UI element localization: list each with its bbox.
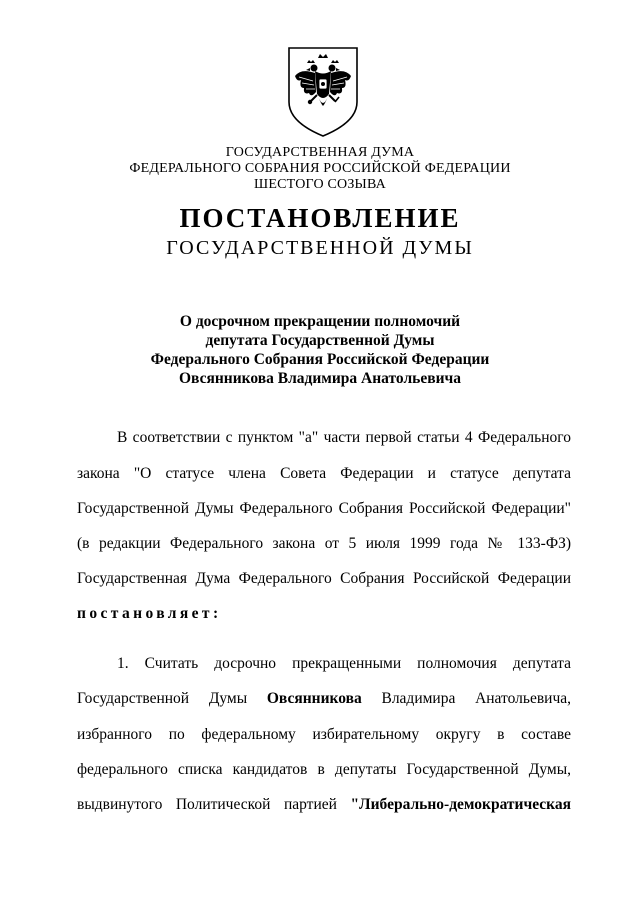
preamble-line-2: закона "О статусе члена Совета Федерации и статусе депутата (77, 465, 571, 482)
subject-line-2: депутата Государственной Думы (205, 332, 435, 349)
russian-coat-of-arms-icon (287, 46, 359, 138)
resolves-word: постановляет: (77, 605, 222, 622)
deputy-given-names: Владимира Анатольевича, (381, 690, 571, 707)
item-1-line-2-text: Государственной Думы (77, 690, 248, 707)
org-line-convocation: ШЕСТОГО СОЗЫВА (254, 177, 386, 192)
item-1-line-1: 1. Считать досрочно прекращенными полномочия депутата (117, 655, 571, 672)
item-1-line-5 (77, 796, 571, 814)
org-line-federal-assembly: ФЕДЕРАЛЬНОГО СОБРАНИЯ РОССИЙСКОЙ ФЕДЕРАЦИИ (129, 161, 511, 176)
document-subtitle: ГОСУДАРСТВЕННОЙ ДУМЫ (166, 237, 474, 259)
preamble-line-3: Государственной Думы Федерального Собрания Российской Федерации" (77, 500, 571, 517)
org-line-duma: ГОСУДАРСТВЕННАЯ ДУМА (225, 145, 415, 160)
item-1-line-5-text: выдвинутого Политической партией (77, 796, 337, 813)
item-1-line-4: федерального списка кандидатов в депутаты Государственной Думы, (77, 761, 571, 778)
deputy-surname: Овсянникова (266, 690, 362, 707)
subject-line-4: Овсянникова Владимира Анатольевича (178, 370, 462, 387)
preamble-line-5: Государственная Дума Федерального Собрания Российской Федерации (77, 570, 571, 587)
subject-line-1: О досрочном прекращении полномочий (179, 313, 461, 330)
item-1-line-2 (77, 690, 571, 708)
document-title: ПОСТАНОВЛЕНИЕ (179, 203, 461, 233)
party-name: "Либерально-демократическая (350, 796, 571, 813)
preamble-line-4: (в редакции Федерального закона от 5 июля 1999 года № 133-ФЗ) (77, 535, 571, 552)
item-1-line-3: избранного по федеральному избирательному округу в составе (77, 726, 571, 743)
preamble-line-1: В соответствии с пунктом "а" части первой статьи 4 Федерального (117, 429, 571, 446)
subject-line-3: Федерального Собрания Российской Федерации (150, 351, 490, 368)
